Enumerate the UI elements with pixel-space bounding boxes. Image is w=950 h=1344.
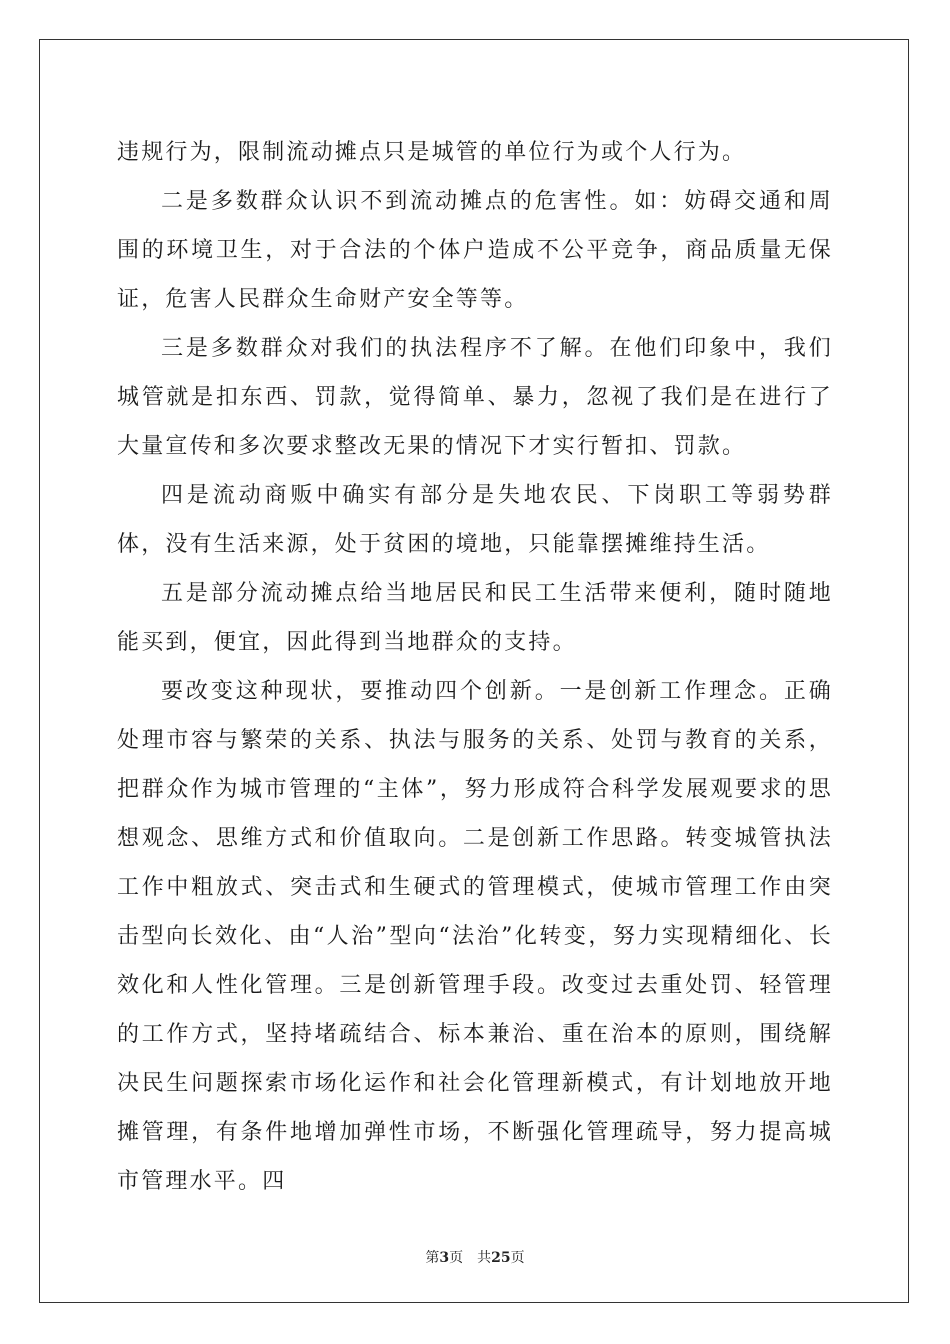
paragraph-6: 要改变这种现状，要推动四个创新。一是创新工作理念。正确处理市容与繁荣的关系、执法与服务的关系、处罚与教育的关系，把群众作为城市管理的“主体”，努力形成符合科学发展观要求的思想观念、思维方式和价值取向。二是创新工作思路。转变城管执法工作中粗放式、突击式和生硬式的管理模式，使城市管理工作由突击型向长效化、由“人治”型向“法治”化转变，努力实现精细化、长效化和人性化管理。三是创新管理手段。改变过去重处罚、轻管理的工作方式，坚持堵疏结合、标本兼治、重在治本的原则，围绕解决民生问题探索市场化运作和社会化管理新模式，有计划地放开地摊管理，有条件地增加弹性市场，不断强化管理疏导，努力提高城市管理水平。四	[117, 679, 833, 1194]
paragraph-4: 四是流动商贩中确实有部分是失地农民、下岗职工等弱势群体，没有生活来源，处于贫困的境地，只能靠摆摊维持生活。	[117, 483, 833, 557]
total-prefix: 共	[477, 1250, 492, 1266]
page-footer	[0, 1247, 950, 1267]
paragraph-2: 二是多数群众认识不到流动摊点的危害性。如：妨碍交通和周围的环境卫生，对于合法的个体户造成不公平竞争，商品质量无保证，危害人民群众生命财产安全等等。	[117, 189, 833, 312]
page-number: 3	[439, 1250, 450, 1266]
page-prefix: 第	[425, 1250, 440, 1266]
total-pages: 25	[491, 1250, 511, 1266]
paragraph-5: 五是部分流动摊点给当地居民和民工生活带来便利，随时随地能买到，便宜，因此得到当地群众的支持。	[117, 581, 833, 655]
document-body	[117, 128, 833, 1206]
paragraph-3: 三是多数群众对我们的执法程序不了解。在他们印象中，我们城管就是扣东西、罚款，觉得简单、暴力，忽视了我们是在进行了大量宣传和多次要求整改无果的情况下才实行暂扣、罚款。	[117, 336, 833, 459]
page-suffix: 页	[449, 1250, 464, 1266]
total-suffix: 页	[510, 1250, 525, 1266]
paragraph-1: 违规行为，限制流动摊点只是城管的单位行为或个人行为。	[117, 140, 747, 165]
